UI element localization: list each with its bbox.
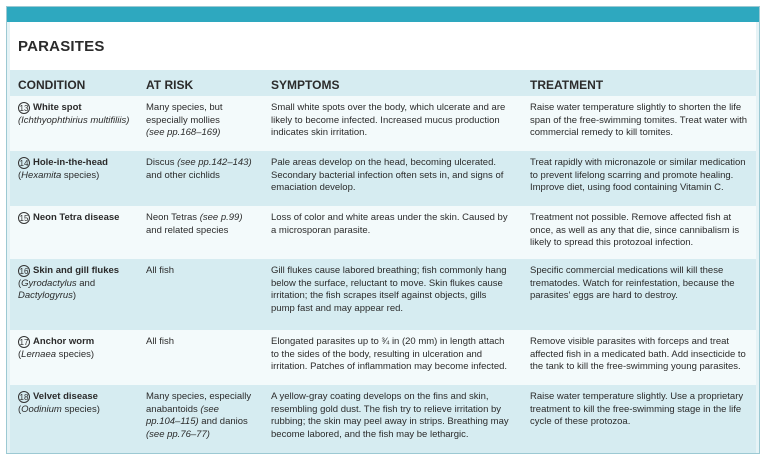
condition-cell (18, 102, 130, 127)
table-row (10, 151, 756, 206)
at-risk-cell (146, 157, 252, 182)
page-reference: (see (200, 403, 219, 415)
header-symptoms: SYMPTOMS (271, 78, 340, 92)
scientific-name: (Hexamita species) (18, 169, 100, 181)
condition-cell (18, 336, 130, 361)
page-reference: pp.104–115) (146, 416, 199, 427)
condition-name: Neon Tetra disease (33, 212, 120, 223)
row-number: 18 (19, 393, 29, 402)
accent-bar (7, 7, 759, 22)
scientific-name: (Oodinium species) (18, 403, 100, 415)
at-risk-text: Discus (146, 157, 178, 168)
row-number: 17 (19, 338, 29, 347)
row-number: 16 (19, 267, 29, 276)
scientific-name: (Lernaea species) (18, 348, 95, 360)
header-condition: CONDITION (18, 78, 86, 92)
at-risk-text: Neon Tetras (146, 212, 200, 223)
symptoms-cell: Pale areas develop on the head, becoming ulcerated. Secondary bacterial infection often sets in, and signs of emaciation develop. (271, 157, 504, 193)
symptoms-cell: Small white spots over the body, which ulcerate and are likely to become infected. Increased mucus production indicates skin irritation. (271, 102, 506, 138)
table-title: PARASITES (18, 38, 105, 55)
condition-name: Velvet disease (33, 391, 98, 402)
scientific-name: Dactylogyrus) (18, 290, 77, 301)
at-risk-text: and danios (198, 416, 248, 427)
page-reference: (see pp.168–169) (146, 127, 221, 138)
scientific-name: (Gyrodactylus and (18, 277, 96, 289)
at-risk-text: Many species, especially (146, 391, 252, 402)
treatment-cell: Specific commercial medications will kill these trematodes. Watch for reinfestation, because the parasites' eggs are hard to destroy. (530, 265, 735, 301)
page-reference: (see pp.142–143) (177, 157, 252, 168)
condition-name: Skin and gill flukes (33, 265, 120, 276)
symptoms-cell: A yellow-gray coating develops on the fins and skin, resembling gold dust. The fish try to relieve irritation by rubbing; the skin may peel away in strips. Breathing may become labored, and the fish may be lethargic. (271, 391, 509, 440)
treatment-cell: Remove visible parasites with forceps and treat affected fish in a medicated bath. Add insecticide to the tank to kill the free-swimming young parasites. (530, 336, 746, 372)
condition-name: White spot (33, 102, 82, 113)
symptoms-cell: Elongated parasites up to ¾ in (20 mm) in length attach to the sides of the body, resulting in ulceration and irritation. Patches of inflammation may become infected. (271, 336, 508, 372)
at-risk-text: and related species (146, 224, 229, 236)
row-number: 15 (19, 214, 29, 223)
table-row (10, 206, 756, 259)
parasites-table (6, 6, 760, 454)
table-row (10, 330, 756, 385)
at-risk-cell: All fish (146, 265, 174, 276)
at-risk-cell: All fish (146, 336, 174, 347)
header-treatment: TREATMENT (530, 78, 604, 92)
condition-name: Anchor worm (33, 336, 95, 347)
treatment-cell: Treatment not possible. Remove affected fish at once, as well as any that die, since cannibalism is likely to spread this protozoal infection. (530, 212, 740, 248)
row-number: 14 (19, 159, 29, 168)
symptoms-cell: Gill flukes cause labored breathing; fish commonly hang below the surface, reluctant to move. Skin flukes cause irritation; the fish scrapes itself against objects, gills pump fast and may appear red. (271, 265, 507, 314)
at-risk-cell (146, 391, 252, 441)
at-risk-cell (146, 212, 252, 237)
treatment-cell: Treat rapidly with micronazole or similar medication to prevent lifelong scarring and promote healing. Improve diet, using food containing Vitamin C. (530, 157, 746, 193)
table-row (10, 96, 756, 151)
condition-name: Hole-in-the-head (33, 157, 108, 168)
at-risk-text: and other cichlids (146, 169, 220, 181)
at-risk-text: Many species, but (146, 102, 223, 113)
table-row (10, 259, 756, 330)
symptoms-cell: Loss of color and white areas under the skin. Caused by a microsporan parasite. (271, 212, 508, 236)
treatment-cell: Raise water temperature slightly. Use a proprietary treatment to kill the free-swimming stage in the life cycle of these protozoa. (530, 391, 744, 427)
title-box (10, 22, 756, 70)
at-risk-text: anabantoids (146, 403, 201, 415)
scientific-name: (Ichthyophthirius multifiliis) (18, 114, 130, 126)
page-reference: (see p.99) (199, 212, 243, 223)
treatment-cell: Raise water temperature slightly to shorten the life span of the free-swimming tomites. Treat water with commercial remedy to kill tomites. (530, 102, 747, 138)
header-at-risk: AT RISK (146, 78, 194, 92)
condition-cell (18, 212, 130, 225)
at-risk-cell (146, 102, 252, 140)
page-reference: (see pp.76–77) (146, 428, 210, 440)
condition-cell (18, 391, 130, 416)
table-header (10, 70, 756, 96)
table-row (10, 385, 756, 453)
row-number: 13 (19, 104, 29, 113)
condition-cell (18, 265, 130, 303)
at-risk-text: especially mollies (146, 114, 220, 126)
condition-cell (18, 157, 130, 182)
